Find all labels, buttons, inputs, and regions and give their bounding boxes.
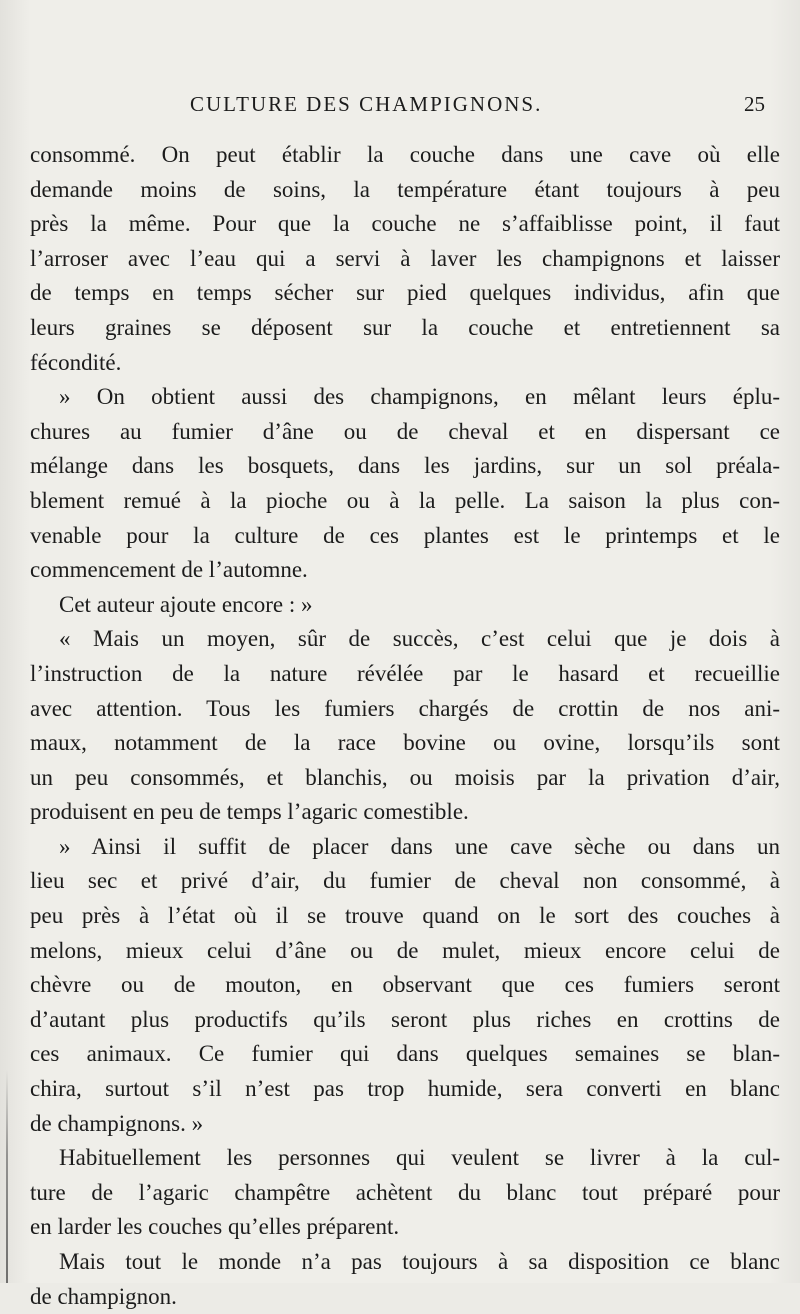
text-line: melons, mieux celui d’âne ou de mulet, mieux encore celui de: [30, 937, 780, 963]
text-line: l’arroser avec l’eau qui a servi à laver les champignons et laisser: [30, 245, 780, 271]
page-number: 25: [744, 92, 765, 116]
text-line: avec attention. Tous les fumiers chargés de crottin de nos ani-: [30, 695, 780, 721]
running-title: CULTURE DES CHAMPIGNONS.: [190, 92, 543, 116]
text-line: leurs graines se déposent sur la couche et entretiennent sa: [30, 314, 780, 340]
text-line: de temps en temps sécher sur pied quelques individus, afin que: [30, 280, 780, 306]
text-line: produisent en peu de temps l’agaric comestible.: [30, 799, 469, 825]
text-line: consommé. On peut établir la couche dans une cave où elle: [30, 142, 780, 167]
text-line: maux, notamment de la race bovine ou ovine, lorsqu’ils sont: [30, 730, 780, 756]
text-line: blement remué à la pioche ou à la pelle. La saison la plus con-: [30, 487, 780, 513]
text-line: commencement de l’automne.: [30, 557, 308, 583]
text-line: Habituellement les personnes qui veulent se livrer à la cul-: [59, 1145, 780, 1171]
text-line: ture de l’agaric champêtre achètent du blanc tout préparé pour: [30, 1179, 780, 1205]
text-line: venable pour la culture de ces plantes est le printemps et le: [30, 522, 780, 548]
text-line: de champignons. »: [30, 1110, 204, 1136]
text-line: près la même. Pour que la couche ne s’affaiblisse point, il faut: [30, 211, 780, 237]
text-line: peu près à l’état où il se trouve quand on le sort des couches à: [30, 903, 780, 929]
text-line: chira, surtout s’il n’est pas trop humide, sera converti en blanc: [30, 1076, 780, 1102]
text-line: chèvre ou de mouton, en observant que ces fumiers seront: [30, 972, 780, 998]
body-text: [30, 138, 780, 1314]
text-line: fécondité.: [30, 349, 122, 375]
text-line: Mais tout le monde n’a pas toujours à sa disposition ce blanc: [59, 1249, 780, 1274]
text-line: en larder les couches qu’elles préparent.: [30, 1214, 400, 1240]
text-line: l’instruction de la nature révélée par le hasard et recueillie: [30, 660, 780, 686]
text-line: demande moins de soins, la température étant toujours à peu: [30, 176, 780, 202]
text-line: chures au fumier d’âne ou de cheval et en dispersant ce: [30, 418, 780, 444]
text-line: ces animaux. Ce fumier qui dans quelques semaines se blan-: [30, 1041, 780, 1067]
text-line: de champignon.: [30, 1283, 177, 1309]
text-line: » On obtient aussi des champignons, en mêlant leurs éplu-: [59, 384, 780, 410]
text-line: » Ainsi il suffit de placer dans une cave sèche ou dans un: [59, 833, 780, 859]
text-line: d’autant plus productifs qu’ils seront plus riches en crottins de: [30, 1006, 780, 1032]
text-line: « Mais un moyen, sûr de succès, c’est celui que je dois à: [59, 626, 780, 652]
page-header: [0, 92, 800, 122]
text-line: lieu sec et privé d’air, du fumier de cheval non consommé, à: [30, 868, 780, 894]
text-line: Cet auteur ajoute encore : »: [59, 591, 313, 617]
text-line: mélange dans les bosquets, dans les jardins, sur un sol préala-: [30, 453, 780, 479]
text-line: un peu consommés, et blanchis, ou moisis par la privation d’air,: [30, 764, 780, 790]
binding-shadow: [6, 1070, 8, 1283]
